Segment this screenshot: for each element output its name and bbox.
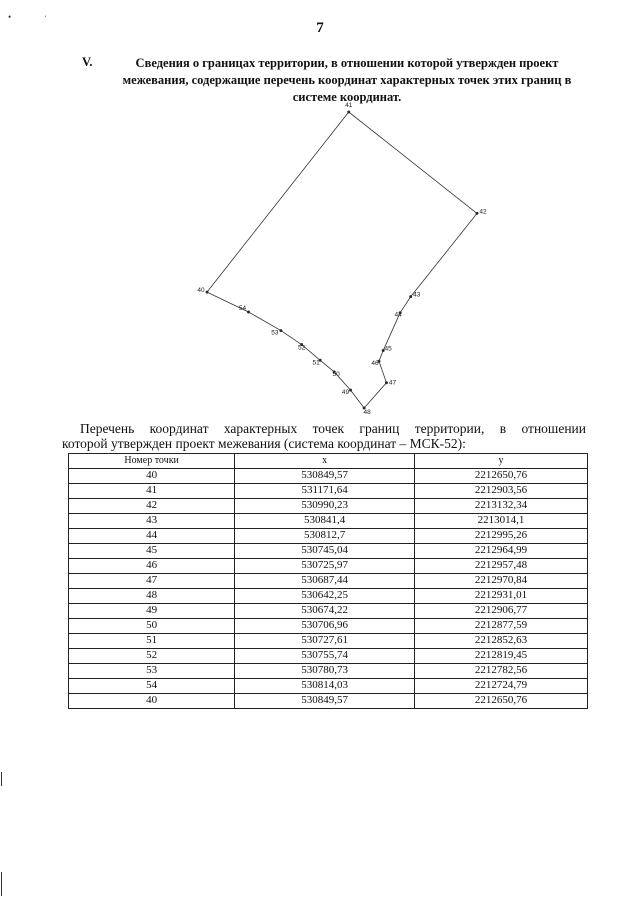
point-label-45: 45 — [384, 345, 392, 353]
cell-x: 530780,73 — [235, 664, 415, 679]
cell-point-number: 47 — [69, 574, 235, 589]
cell-y: 2212995,26 — [414, 529, 587, 544]
cell-x: 530812,7 — [235, 529, 415, 544]
cell-y: 2212903,56 — [414, 484, 587, 499]
table-row — [69, 694, 588, 709]
boundary-scheme — [0, 0, 640, 430]
boundary-lines — [206, 111, 478, 409]
point-label-51: 51 — [312, 359, 320, 367]
intro-line-1: Перечень координат характерных точек границ территории, в отношении — [80, 421, 586, 436]
table-row — [69, 589, 588, 604]
cell-point-number: 40 — [69, 469, 235, 484]
scan-edge-mark — [1, 772, 2, 786]
cell-point-number: 42 — [69, 499, 235, 514]
point-label-41: 41 — [345, 102, 353, 109]
point-marker — [349, 389, 351, 391]
scan-speck: ˈ — [44, 14, 47, 24]
point-label-53: 53 — [271, 329, 279, 337]
table-row — [69, 529, 588, 544]
cell-y: 2213014,1 — [414, 514, 587, 529]
cell-point-number: 41 — [69, 484, 235, 499]
cell-y: 2212852,63 — [414, 634, 587, 649]
cell-y: 2212877,59 — [414, 619, 587, 634]
boundary-segment — [411, 213, 477, 296]
cell-point-number: 44 — [69, 529, 235, 544]
point-labels — [197, 102, 487, 416]
cell-point-number: 50 — [69, 619, 235, 634]
point-label-42: 42 — [479, 208, 487, 216]
cell-x: 530642,25 — [235, 589, 415, 604]
cell-y: 2212819,45 — [414, 649, 587, 664]
point-label-44: 44 — [394, 311, 402, 319]
point-marker — [385, 382, 387, 384]
cell-x: 530727,61 — [235, 634, 415, 649]
cell-y: 2212906,77 — [414, 604, 587, 619]
boundary-segment — [349, 112, 477, 213]
boundary-segment — [379, 351, 383, 362]
cell-point-number: 52 — [69, 649, 235, 664]
table-header-row — [69, 454, 588, 469]
cell-point-number: 49 — [69, 604, 235, 619]
cell-x: 530745,04 — [235, 544, 415, 559]
cell-point-number: 46 — [69, 559, 235, 574]
intro-text — [62, 421, 586, 451]
point-label-47: 47 — [388, 379, 397, 387]
table-row — [69, 604, 588, 619]
point-marker — [206, 291, 208, 293]
cell-x: 530814,03 — [235, 679, 415, 694]
boundary-segment — [351, 390, 365, 408]
point-marker — [476, 212, 478, 214]
point-label-50: 50 — [332, 370, 340, 378]
table-row — [69, 679, 588, 694]
point-marker — [410, 296, 412, 298]
table-row — [69, 544, 588, 559]
point-marker — [280, 329, 282, 331]
table-row — [69, 649, 588, 664]
cell-point-number: 54 — [69, 679, 235, 694]
boundary-segment — [400, 297, 411, 313]
point-label-43: 43 — [413, 291, 421, 299]
point-label-52: 52 — [297, 344, 306, 352]
point-label-48: 48 — [363, 409, 371, 416]
cell-x: 530849,57 — [235, 469, 415, 484]
cell-y: 2212931,01 — [414, 589, 587, 604]
scan-edge-mark — [1, 872, 2, 896]
cell-y: 2213132,34 — [414, 499, 587, 514]
intro-line-2: которой утвержден проект межевания (система координат – МСК-52): — [62, 436, 466, 451]
coordinates-table — [68, 453, 588, 709]
point-label-54: 54 — [238, 304, 247, 312]
table-row — [69, 619, 588, 634]
boundary-segment — [207, 112, 349, 292]
cell-x: 530725,97 — [235, 559, 415, 574]
cell-y: 2212650,76 — [414, 694, 587, 709]
point-marker — [348, 111, 350, 113]
cell-point-number: 53 — [69, 664, 235, 679]
table-row — [69, 469, 588, 484]
cell-y: 2212724,79 — [414, 679, 587, 694]
scan-speck: • — [8, 12, 12, 22]
cell-x: 530687,44 — [235, 574, 415, 589]
table-row — [69, 574, 588, 589]
cell-y: 2212957,48 — [414, 559, 587, 574]
table-row — [69, 484, 588, 499]
cell-y: 2212970,84 — [414, 574, 587, 589]
cell-point-number: 43 — [69, 514, 235, 529]
page-number: 7 — [316, 20, 324, 36]
point-label-40: 40 — [197, 287, 205, 295]
table-row — [69, 499, 588, 514]
table-row — [69, 559, 588, 574]
boundary-segment — [281, 331, 302, 345]
table-row — [69, 634, 588, 649]
point-label-46: 46 — [371, 360, 379, 368]
section-title: Сведения о границах территории, в отношении которой утвержден проект межевания, содержащие перечень координат характерных точек этих границ в системе координат. — [122, 56, 572, 104]
cell-point-number: 51 — [69, 634, 235, 649]
cell-point-number: 45 — [69, 544, 235, 559]
cell-y: 2212964,99 — [414, 544, 587, 559]
cell-x: 531171,64 — [235, 484, 415, 499]
point-label-49: 49 — [341, 389, 350, 397]
cell-y: 2212650,76 — [414, 469, 587, 484]
boundary-segment — [379, 361, 386, 383]
header-point-number: Номер точки — [69, 454, 235, 469]
cell-x: 530674,22 — [235, 604, 415, 619]
cell-y: 2212782,56 — [414, 664, 587, 679]
cell-x: 530990,23 — [235, 499, 415, 514]
section-number: V. — [82, 55, 93, 69]
table-row — [69, 664, 588, 679]
boundary-segment — [364, 383, 386, 408]
cell-x: 530706,96 — [235, 619, 415, 634]
cell-point-number: 40 — [69, 694, 235, 709]
cell-x: 530849,57 — [235, 694, 415, 709]
cell-x: 530841,4 — [235, 514, 415, 529]
cell-point-number: 48 — [69, 589, 235, 604]
point-marker — [247, 311, 249, 313]
header-x: x — [235, 454, 415, 469]
cell-x: 530755,74 — [235, 649, 415, 664]
header-y: y — [414, 454, 587, 469]
boundary-segment — [249, 312, 281, 331]
table-row — [69, 514, 588, 529]
